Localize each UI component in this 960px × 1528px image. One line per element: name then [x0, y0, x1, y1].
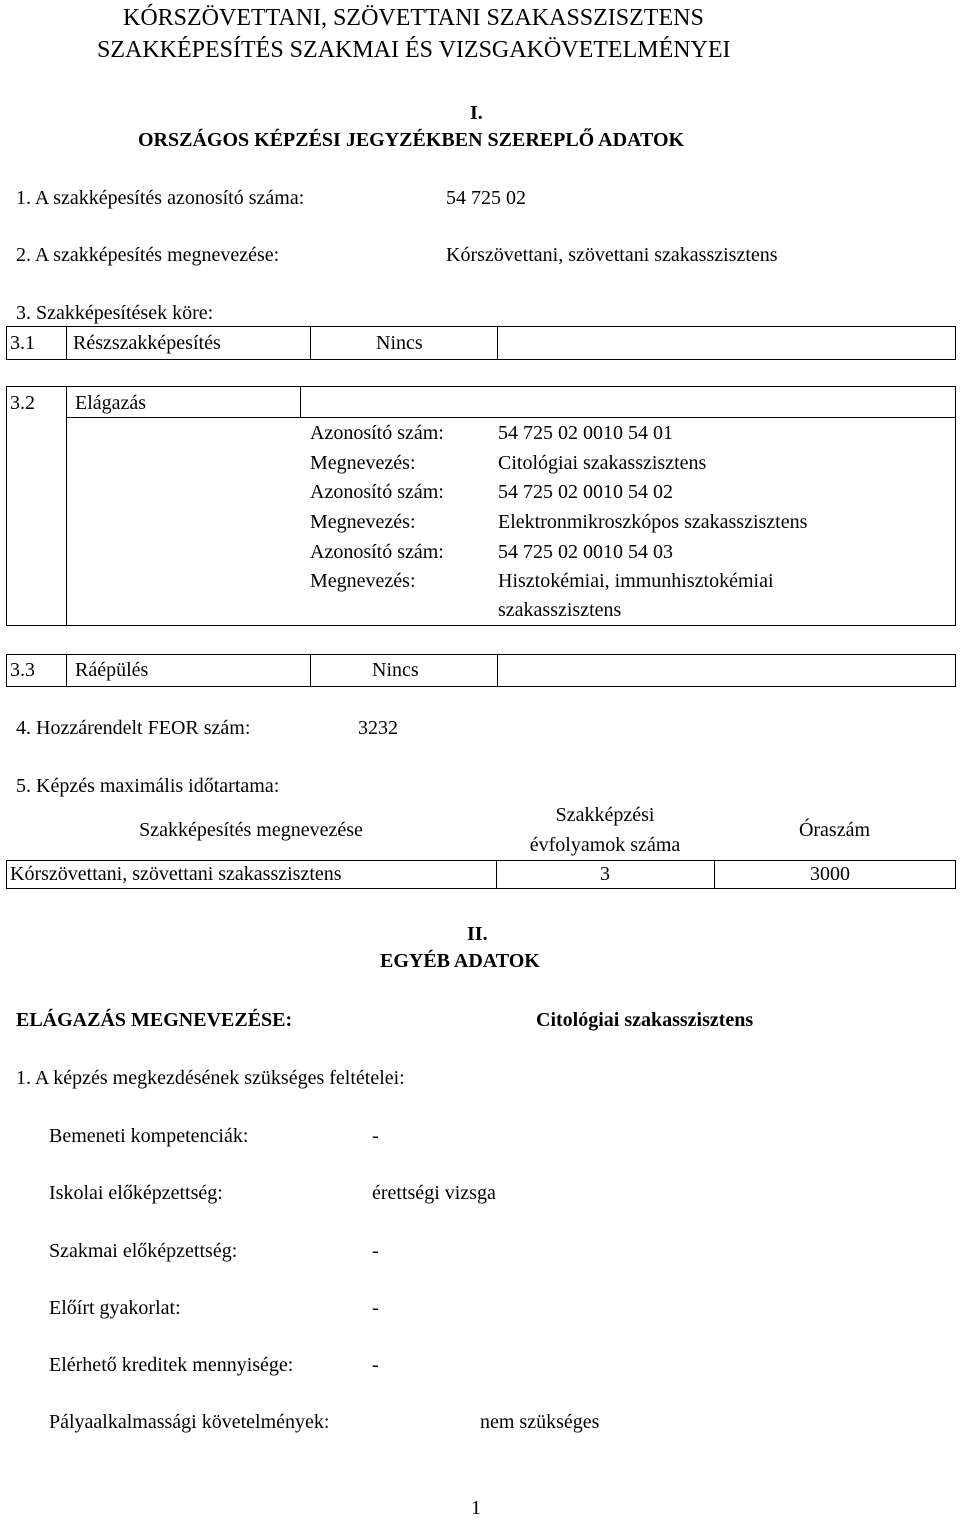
prereq-label-school: Iskolai előképzettség:	[49, 1182, 223, 1204]
branch-label: ELÁGAZÁS MEGNEVEZÉSE:	[16, 1009, 293, 1031]
prereq-value-aptitude: nem szükséges	[480, 1411, 600, 1433]
prereq-value-competencies: -	[372, 1125, 379, 1147]
branch2-id: 54 725 02 0010 54 02	[498, 481, 673, 503]
branch3-name-cont: szakasszisztens	[498, 599, 622, 621]
item4-label: 4. Hozzárendelt FEOR szám:	[16, 717, 251, 739]
row32-label: Elágazás	[75, 392, 147, 414]
section1-heading: ORSZÁGOS KÉPZÉSI JEGYZÉKBEN SZEREPLŐ ADATOK	[138, 129, 685, 151]
item1-label: 1. A szakképesítés azonosító száma:	[16, 187, 305, 209]
branch2-name: Elektronmikroszkópos szakasszisztens	[498, 511, 808, 533]
duration-header-hours: Óraszám	[798, 819, 871, 841]
duration-row-name: Kórszövettani, szövettani szakasszisztens	[10, 863, 342, 885]
branch3-id: 54 725 02 0010 54 03	[498, 541, 673, 563]
document-title-line1: KÓRSZÖVETTANI, SZÖVETTANI SZAKASSZISZTENS	[123, 5, 704, 31]
prereq-value-credits: -	[372, 1354, 379, 1376]
row31-num: 3.1	[10, 332, 35, 354]
duration-header-years-2: évfolyamok száma	[529, 834, 681, 856]
prereq-label-professional: Szakmai előképzettség:	[49, 1240, 238, 1262]
prereq-label-competencies: Bemeneti kompetenciák:	[49, 1125, 249, 1147]
row31-label: Részszakképesítés	[73, 332, 221, 354]
duration-row-years: 3	[600, 863, 610, 885]
duration-header-years-1: Szakképzési	[555, 804, 655, 826]
branch1-id-label: Azonosító szám:	[310, 422, 444, 444]
prereq-value-professional: -	[372, 1240, 379, 1262]
prereq-label-credits: Elérhető kreditek mennyisége:	[49, 1354, 294, 1376]
section2-roman: II.	[467, 923, 488, 945]
branch2-id-label: Azonosító szám:	[310, 481, 444, 503]
item5-label: 5. Képzés maximális időtartama:	[16, 775, 280, 797]
item1-value: 54 725 02	[446, 187, 526, 209]
item2-value: Kórszövettani, szövettani szakasszisztens	[446, 244, 778, 266]
item4-value: 3232	[358, 717, 398, 739]
row31-value: Nincs	[376, 332, 423, 354]
prereq-label-practice: Előírt gyakorlat:	[49, 1297, 181, 1319]
row33-label: Ráépülés	[75, 659, 149, 681]
branch1-name-label: Megnevezés:	[310, 452, 416, 474]
item3-label: 3. Szakképesítések köre:	[16, 302, 214, 324]
row32-num: 3.2	[10, 392, 35, 414]
duration-row-hours: 3000	[810, 863, 850, 885]
branch-value: Citológiai szakasszisztens	[536, 1009, 754, 1031]
page-number: 1	[471, 1497, 481, 1519]
prereq-value-practice: -	[372, 1297, 379, 1319]
branch3-name-label: Megnevezés:	[310, 570, 416, 592]
branch2-name-label: Megnevezés:	[310, 511, 416, 533]
prereq-label-aptitude: Pályaalkalmassági követelmények:	[49, 1411, 330, 1433]
branch1-name: Citológiai szakasszisztens	[498, 452, 707, 474]
section1-roman: I.	[470, 102, 483, 124]
branch3-name: Hisztokémiai, immunhisztokémiai	[498, 570, 774, 592]
row33-value: Nincs	[372, 659, 419, 681]
prereq-value-school: érettségi vizsga	[372, 1182, 496, 1204]
branch3-id-label: Azonosító szám:	[310, 541, 444, 563]
item2-label: 2. A szakképesítés megnevezése:	[16, 244, 280, 266]
prereq-heading: 1. A képzés megkezdésének szükséges feltételei:	[16, 1067, 405, 1089]
duration-header-name: Szakképesítés megnevezése	[139, 819, 363, 841]
section2-heading: EGYÉB ADATOK	[380, 950, 540, 972]
document-title-line2: SZAKKÉPESÍTÉS SZAKMAI ÉS VIZSGAKÖVETELMÉNYEI	[97, 37, 731, 63]
row33-num: 3.3	[10, 659, 35, 681]
branch1-id: 54 725 02 0010 54 01	[498, 422, 673, 444]
